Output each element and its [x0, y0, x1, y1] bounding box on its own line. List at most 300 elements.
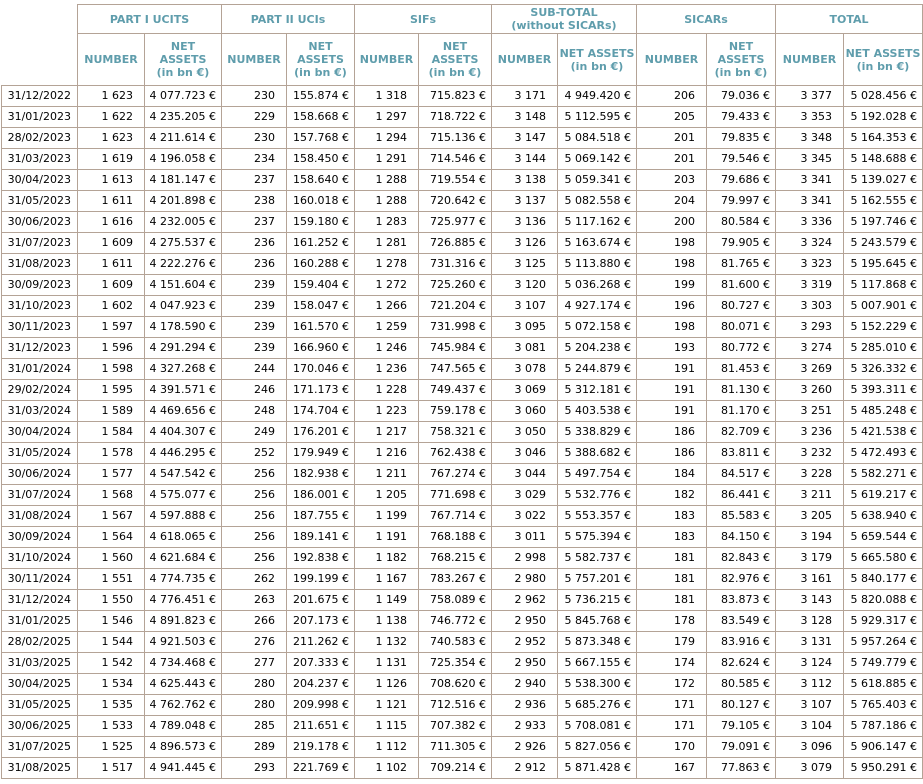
part2-ucis-number-cell: 236 — [222, 254, 287, 275]
sicars-net-assets-cell: 81.600 € — [707, 275, 776, 296]
sicars-number-cell: 201 — [637, 149, 707, 170]
subtotal-number-cell: 2 936 — [492, 695, 558, 716]
table-row — [2, 380, 923, 401]
part1-ucits-number-cell: 1 609 — [78, 233, 145, 254]
date-cell: 30/09/2023 — [2, 275, 78, 296]
sifs-number-cell: 1 236 — [355, 359, 419, 380]
net-assets-label: NET ASSETS — [559, 46, 635, 60]
part1-ucits-net-assets-cell: 4 774.735 € — [145, 569, 222, 590]
sifs-net-assets-cell: 707.382 € — [419, 716, 492, 737]
sifs-net-assets-cell: 768.215 € — [419, 548, 492, 569]
sifs-net-assets-cell: 759.178 € — [419, 401, 492, 422]
table-body — [2, 86, 923, 779]
sicars-net-assets-cell: 86.441 € — [707, 485, 776, 506]
part1-ucits-net-assets-cell: 4 734.468 € — [145, 653, 222, 674]
date-cell: 30/04/2024 — [2, 422, 78, 443]
sifs-number-cell: 1 259 — [355, 317, 419, 338]
part2-ucis-net-assets-cell: 179.949 € — [287, 443, 355, 464]
date-cell: 31/08/2025 — [2, 758, 78, 779]
total-net-assets-cell: 5 152.229 € — [844, 317, 923, 338]
sicars-net-assets-cell: 81.453 € — [707, 359, 776, 380]
sicars-number-cell: 201 — [637, 128, 707, 149]
part1-ucits-number-cell: 1 546 — [78, 611, 145, 632]
part2-ucis-net-assets-cell: 166.960 € — [287, 338, 355, 359]
sicars-net-assets-cell: 80.772 € — [707, 338, 776, 359]
part1-ucits-net-assets-cell: 4 151.604 € — [145, 275, 222, 296]
subtotal-net-assets-cell: 5 036.268 € — [558, 275, 637, 296]
sifs-net-assets-cell: 768.188 € — [419, 527, 492, 548]
sifs-number-cell: 1 115 — [355, 716, 419, 737]
part1-ucits-number-cell: 1 517 — [78, 758, 145, 779]
sifs-number-cell: 1 278 — [355, 254, 419, 275]
total-net-assets-cell: 5 950.291 € — [844, 758, 923, 779]
subtotal-net-assets-cell: 5 736.215 € — [558, 590, 637, 611]
header-part2-ucis — [222, 5, 355, 34]
header-sicars-number — [637, 34, 707, 86]
table-row — [2, 107, 923, 128]
part1-ucits-net-assets-cell: 4 625.443 € — [145, 674, 222, 695]
sifs-net-assets-cell: 758.321 € — [419, 422, 492, 443]
total-net-assets-cell: 5 472.493 € — [844, 443, 923, 464]
table-row — [2, 653, 923, 674]
subtotal-net-assets-cell: 5 873.348 € — [558, 632, 637, 653]
part1-ucits-net-assets-cell: 4 891.823 € — [145, 611, 222, 632]
table-row — [2, 170, 923, 191]
part1-ucits-number-cell: 1 595 — [78, 380, 145, 401]
part2-ucis-number-cell: 237 — [222, 212, 287, 233]
table-row — [2, 548, 923, 569]
total-net-assets-cell: 5 840.177 € — [844, 569, 923, 590]
part1-ucits-net-assets-cell: 4 469.656 € — [145, 401, 222, 422]
sicars-number-cell: 184 — [637, 464, 707, 485]
header-total-number — [776, 34, 844, 86]
total-net-assets-cell: 5 195.645 € — [844, 254, 923, 275]
part2-ucis-number-cell: 285 — [222, 716, 287, 737]
subtotal-number-cell: 3 136 — [492, 212, 558, 233]
subtotal-number-cell: 3 044 — [492, 464, 558, 485]
subtotal-number-cell: 3 095 — [492, 317, 558, 338]
part2-ucis-number-cell: 237 — [222, 170, 287, 191]
sicars-number-cell: 204 — [637, 191, 707, 212]
table-row — [2, 212, 923, 233]
total-net-assets-cell: 5 618.885 € — [844, 674, 923, 695]
date-cell: 31/12/2022 — [2, 86, 78, 107]
sicars-number-cell: 183 — [637, 527, 707, 548]
header-subtotal-label: SUB-TOTAL — [530, 6, 598, 19]
part1-ucits-number-cell: 1 535 — [78, 695, 145, 716]
total-net-assets-cell: 5 957.264 € — [844, 632, 923, 653]
subtotal-number-cell: 2 980 — [492, 569, 558, 590]
sifs-net-assets-cell: 746.772 € — [419, 611, 492, 632]
part1-ucits-number-cell: 1 596 — [78, 338, 145, 359]
subtotal-number-cell: 3 050 — [492, 422, 558, 443]
net-assets-unit-label: (in bn €) — [294, 66, 347, 79]
table-row — [2, 422, 923, 443]
sicars-net-assets-cell: 83.549 € — [707, 611, 776, 632]
sifs-net-assets-cell: 726.885 € — [419, 233, 492, 254]
total-net-assets-cell: 5 820.088 € — [844, 590, 923, 611]
total-net-assets-cell: 5 906.147 € — [844, 737, 923, 758]
sicars-net-assets-cell: 83.873 € — [707, 590, 776, 611]
part1-ucits-number-cell: 1 577 — [78, 464, 145, 485]
net-assets-unit-label: (in bn €) — [714, 66, 768, 79]
sifs-number-cell: 1 283 — [355, 212, 419, 233]
subtotal-net-assets-cell: 5 113.880 € — [558, 254, 637, 275]
sicars-net-assets-cell: 82.709 € — [707, 422, 776, 443]
part2-ucis-number-cell: 236 — [222, 233, 287, 254]
header-sifs-number — [355, 34, 419, 86]
sicars-number-cell: 181 — [637, 548, 707, 569]
part2-ucis-number-cell: 277 — [222, 653, 287, 674]
sifs-net-assets-cell: 740.583 € — [419, 632, 492, 653]
subtotal-net-assets-cell: 5 708.081 € — [558, 716, 637, 737]
sifs-net-assets-cell: 711.305 € — [419, 737, 492, 758]
part2-ucis-net-assets-cell: 207.173 € — [287, 611, 355, 632]
total-net-assets-cell: 5 139.027 € — [844, 170, 923, 191]
total-net-assets-cell: 5 148.688 € — [844, 149, 923, 170]
table-row — [2, 86, 923, 107]
sifs-number-cell: 1 112 — [355, 737, 419, 758]
part1-ucits-net-assets-cell: 4 391.571 € — [145, 380, 222, 401]
date-cell: 31/03/2023 — [2, 149, 78, 170]
subtotal-net-assets-cell: 4 949.420 € — [558, 86, 637, 107]
part1-ucits-net-assets-cell: 4 201.898 € — [145, 191, 222, 212]
total-number-cell: 3 107 — [776, 695, 844, 716]
table-row — [2, 464, 923, 485]
sicars-net-assets-cell: 85.583 € — [707, 506, 776, 527]
subtotal-net-assets-cell: 5 388.682 € — [558, 443, 637, 464]
total-number-cell: 3 194 — [776, 527, 844, 548]
part2-ucis-number-cell: 248 — [222, 401, 287, 422]
sifs-net-assets-cell: 758.089 € — [419, 590, 492, 611]
subtotal-net-assets-cell: 5 244.879 € — [558, 359, 637, 380]
total-net-assets-cell: 5 749.779 € — [844, 653, 923, 674]
header-part1-ucits — [78, 5, 222, 34]
sicars-net-assets-cell: 79.686 € — [707, 170, 776, 191]
sifs-net-assets-cell: 745.984 € — [419, 338, 492, 359]
sicars-net-assets-cell: 79.091 € — [707, 737, 776, 758]
total-net-assets-cell: 5 162.555 € — [844, 191, 923, 212]
part1-ucits-number-cell: 1 550 — [78, 590, 145, 611]
part2-ucis-number-cell: 230 — [222, 128, 287, 149]
sicars-net-assets-cell: 82.976 € — [707, 569, 776, 590]
sicars-number-cell: 199 — [637, 275, 707, 296]
sifs-number-cell: 1 121 — [355, 695, 419, 716]
sifs-net-assets-cell: 731.316 € — [419, 254, 492, 275]
part2-ucis-net-assets-cell: 209.998 € — [287, 695, 355, 716]
part2-ucis-number-cell: 239 — [222, 296, 287, 317]
total-number-cell: 3 336 — [776, 212, 844, 233]
header-subtotal-label2: (without SICARs) — [511, 19, 617, 32]
subtotal-net-assets-cell: 5 163.674 € — [558, 233, 637, 254]
header-sicars-net-assets — [707, 34, 776, 86]
part1-ucits-number-cell: 1 619 — [78, 149, 145, 170]
part1-ucits-number-cell: 1 551 — [78, 569, 145, 590]
sicars-number-cell: 171 — [637, 716, 707, 737]
total-number-cell: 3 293 — [776, 317, 844, 338]
part2-ucis-number-cell: 230 — [222, 86, 287, 107]
subtotal-number-cell: 2 950 — [492, 653, 558, 674]
part2-ucis-number-cell: 234 — [222, 149, 287, 170]
header-total-label: TOTAL — [829, 12, 869, 26]
subtotal-number-cell: 3 137 — [492, 191, 558, 212]
sicars-number-cell: 167 — [637, 758, 707, 779]
subtotal-number-cell: 2 933 — [492, 716, 558, 737]
sicars-number-cell: 198 — [637, 233, 707, 254]
part1-ucits-number-cell: 1 567 — [78, 506, 145, 527]
sicars-net-assets-cell: 79.036 € — [707, 86, 776, 107]
sicars-net-assets-cell: 83.811 € — [707, 443, 776, 464]
table-row — [2, 590, 923, 611]
total-net-assets-cell: 5 659.544 € — [844, 527, 923, 548]
subtotal-number-cell: 3 078 — [492, 359, 558, 380]
sicars-net-assets-cell: 79.546 € — [707, 149, 776, 170]
total-number-cell: 3 232 — [776, 443, 844, 464]
subtotal-net-assets-cell: 5 497.754 € — [558, 464, 637, 485]
part2-ucis-net-assets-cell: 170.046 € — [287, 359, 355, 380]
subtotal-net-assets-cell: 5 685.276 € — [558, 695, 637, 716]
subtotal-number-cell: 3 120 — [492, 275, 558, 296]
part1-ucits-number-cell: 1 560 — [78, 548, 145, 569]
sicars-number-cell: 178 — [637, 611, 707, 632]
date-cell: 31/01/2025 — [2, 611, 78, 632]
part2-ucis-net-assets-cell: 158.640 € — [287, 170, 355, 191]
sifs-number-cell: 1 281 — [355, 233, 419, 254]
sicars-number-cell: 170 — [637, 737, 707, 758]
date-cell: 30/11/2023 — [2, 317, 78, 338]
part1-ucits-net-assets-cell: 4 776.451 € — [145, 590, 222, 611]
subtotal-net-assets-cell: 5 312.181 € — [558, 380, 637, 401]
header-part2-net-assets — [287, 34, 355, 86]
total-net-assets-cell: 5 285.010 € — [844, 338, 923, 359]
part1-ucits-number-cell: 1 611 — [78, 191, 145, 212]
table-row — [2, 401, 923, 422]
total-net-assets-cell: 5 117.868 € — [844, 275, 923, 296]
part2-ucis-net-assets-cell: 192.838 € — [287, 548, 355, 569]
subtotal-net-assets-cell: 5 338.829 € — [558, 422, 637, 443]
sicars-net-assets-cell: 82.624 € — [707, 653, 776, 674]
part2-ucis-net-assets-cell: 186.001 € — [287, 485, 355, 506]
subtotal-number-cell: 3 022 — [492, 506, 558, 527]
total-net-assets-cell: 5 619.217 € — [844, 485, 923, 506]
sifs-number-cell: 1 205 — [355, 485, 419, 506]
total-number-cell: 3 104 — [776, 716, 844, 737]
total-net-assets-cell: 5 787.186 € — [844, 716, 923, 737]
header-sub-row — [2, 34, 923, 86]
part2-ucis-net-assets-cell: 159.404 € — [287, 275, 355, 296]
subtotal-net-assets-cell: 5 059.341 € — [558, 170, 637, 191]
total-number-cell: 3 161 — [776, 569, 844, 590]
number-label: NUMBER — [227, 53, 281, 66]
subtotal-number-cell: 3 125 — [492, 254, 558, 275]
part1-ucits-number-cell: 1 609 — [78, 275, 145, 296]
date-cell: 31/12/2023 — [2, 338, 78, 359]
sicars-number-cell: 203 — [637, 170, 707, 191]
part1-ucits-number-cell: 1 568 — [78, 485, 145, 506]
sifs-net-assets-cell: 718.722 € — [419, 107, 492, 128]
part1-ucits-net-assets-cell: 4 232.005 € — [145, 212, 222, 233]
part1-ucits-number-cell: 1 613 — [78, 170, 145, 191]
total-number-cell: 3 128 — [776, 611, 844, 632]
date-cell: 30/04/2023 — [2, 170, 78, 191]
sicars-net-assets-cell: 77.863 € — [707, 758, 776, 779]
total-number-cell: 3 260 — [776, 380, 844, 401]
subtotal-net-assets-cell: 5 084.518 € — [558, 128, 637, 149]
total-net-assets-cell: 5 192.028 € — [844, 107, 923, 128]
part2-ucis-net-assets-cell: 159.180 € — [287, 212, 355, 233]
sicars-number-cell: 205 — [637, 107, 707, 128]
subtotal-number-cell: 3 011 — [492, 527, 558, 548]
sifs-number-cell: 1 102 — [355, 758, 419, 779]
part1-ucits-number-cell: 1 525 — [78, 737, 145, 758]
subtotal-net-assets-cell: 5 582.737 € — [558, 548, 637, 569]
sifs-net-assets-cell: 767.714 € — [419, 506, 492, 527]
sifs-net-assets-cell: 767.274 € — [419, 464, 492, 485]
sifs-number-cell: 1 266 — [355, 296, 419, 317]
part2-ucis-net-assets-cell: 221.769 € — [287, 758, 355, 779]
part1-ucits-number-cell: 1 542 — [78, 653, 145, 674]
total-number-cell: 3 319 — [776, 275, 844, 296]
subtotal-net-assets-cell: 5 532.776 € — [558, 485, 637, 506]
table-row — [2, 254, 923, 275]
subtotal-number-cell: 3 046 — [492, 443, 558, 464]
part1-ucits-net-assets-cell: 4 941.445 € — [145, 758, 222, 779]
part2-ucis-number-cell: 280 — [222, 695, 287, 716]
part2-ucis-number-cell: 289 — [222, 737, 287, 758]
total-number-cell: 3 236 — [776, 422, 844, 443]
date-cell: 28/02/2023 — [2, 128, 78, 149]
sicars-net-assets-cell: 81.170 € — [707, 401, 776, 422]
part2-ucis-net-assets-cell: 174.704 € — [287, 401, 355, 422]
subtotal-net-assets-cell: 5 204.238 € — [558, 338, 637, 359]
sifs-number-cell: 1 246 — [355, 338, 419, 359]
sifs-net-assets-cell: 721.204 € — [419, 296, 492, 317]
total-net-assets-cell: 5 393.311 € — [844, 380, 923, 401]
header-subtotal-net-assets — [558, 34, 637, 86]
table-row — [2, 695, 923, 716]
part1-ucits-number-cell: 1 597 — [78, 317, 145, 338]
part1-ucits-net-assets-cell: 4 291.294 € — [145, 338, 222, 359]
sicars-number-cell: 198 — [637, 317, 707, 338]
total-number-cell: 3 179 — [776, 548, 844, 569]
header-sifs-net-assets — [419, 34, 492, 86]
sifs-number-cell: 1 149 — [355, 590, 419, 611]
part2-ucis-net-assets-cell: 161.570 € — [287, 317, 355, 338]
sifs-number-cell: 1 167 — [355, 569, 419, 590]
number-label: NUMBER — [84, 53, 138, 66]
header-part1-ucits-label: PART I UCITS — [109, 12, 190, 26]
table-row — [2, 338, 923, 359]
part2-ucis-net-assets-cell: 219.178 € — [287, 737, 355, 758]
sicars-net-assets-cell: 79.433 € — [707, 107, 776, 128]
sicars-net-assets-cell: 81.130 € — [707, 380, 776, 401]
date-cell: 31/05/2024 — [2, 443, 78, 464]
subtotal-net-assets-cell: 4 927.174 € — [558, 296, 637, 317]
sifs-number-cell: 1 199 — [355, 506, 419, 527]
sifs-number-cell: 1 182 — [355, 548, 419, 569]
sicars-net-assets-cell: 84.517 € — [707, 464, 776, 485]
header-part1-net-assets — [145, 34, 222, 86]
part2-ucis-number-cell: 239 — [222, 338, 287, 359]
sicars-number-cell: 191 — [637, 401, 707, 422]
sicars-number-cell: 196 — [637, 296, 707, 317]
header-sicars — [637, 5, 776, 34]
part2-ucis-net-assets-cell: 207.333 € — [287, 653, 355, 674]
sifs-number-cell: 1 138 — [355, 611, 419, 632]
table-row — [2, 275, 923, 296]
sicars-number-cell: 183 — [637, 506, 707, 527]
sifs-net-assets-cell: 719.554 € — [419, 170, 492, 191]
table-row — [2, 611, 923, 632]
part1-ucits-number-cell: 1 578 — [78, 443, 145, 464]
table-row — [2, 191, 923, 212]
sifs-number-cell: 1 297 — [355, 107, 419, 128]
date-cell: 31/07/2024 — [2, 485, 78, 506]
sicars-net-assets-cell: 83.916 € — [707, 632, 776, 653]
header-total-net-assets — [844, 34, 923, 86]
table-row — [2, 359, 923, 380]
total-number-cell: 3 096 — [776, 737, 844, 758]
part1-ucits-number-cell: 1 616 — [78, 212, 145, 233]
date-cell: 31/08/2023 — [2, 254, 78, 275]
part1-ucits-number-cell: 1 544 — [78, 632, 145, 653]
total-number-cell: 3 274 — [776, 338, 844, 359]
part2-ucis-net-assets-cell: 182.938 € — [287, 464, 355, 485]
date-cell: 31/05/2023 — [2, 191, 78, 212]
date-cell: 31/05/2025 — [2, 695, 78, 716]
subtotal-number-cell: 2 940 — [492, 674, 558, 695]
date-cell: 31/01/2023 — [2, 107, 78, 128]
sicars-number-cell: 181 — [637, 569, 707, 590]
sicars-number-cell: 193 — [637, 338, 707, 359]
part2-ucis-number-cell: 263 — [222, 590, 287, 611]
part1-ucits-net-assets-cell: 4 896.573 € — [145, 737, 222, 758]
date-cell: 30/04/2025 — [2, 674, 78, 695]
total-net-assets-cell: 5 582.271 € — [844, 464, 923, 485]
sicars-number-cell: 198 — [637, 254, 707, 275]
part1-ucits-number-cell: 1 598 — [78, 359, 145, 380]
total-number-cell: 3 131 — [776, 632, 844, 653]
number-label: NUMBER — [359, 53, 414, 66]
date-cell: 31/03/2025 — [2, 653, 78, 674]
header-sifs — [355, 5, 492, 34]
subtotal-net-assets-cell: 5 871.428 € — [558, 758, 637, 779]
date-cell: 30/06/2025 — [2, 716, 78, 737]
subtotal-number-cell: 2 952 — [492, 632, 558, 653]
total-net-assets-cell: 5 665.580 € — [844, 548, 923, 569]
subtotal-net-assets-cell: 5 117.162 € — [558, 212, 637, 233]
part1-ucits-net-assets-cell: 4 618.065 € — [145, 527, 222, 548]
sifs-number-cell: 1 288 — [355, 170, 419, 191]
part2-ucis-number-cell: 256 — [222, 464, 287, 485]
sifs-number-cell: 1 318 — [355, 86, 419, 107]
sicars-number-cell: 179 — [637, 632, 707, 653]
part2-ucis-net-assets-cell: 211.651 € — [287, 716, 355, 737]
subtotal-number-cell: 3 060 — [492, 401, 558, 422]
date-cell: 30/09/2024 — [2, 527, 78, 548]
total-net-assets-cell: 5 028.456 € — [844, 86, 923, 107]
sifs-net-assets-cell: 715.823 € — [419, 86, 492, 107]
sifs-net-assets-cell: 709.214 € — [419, 758, 492, 779]
subtotal-number-cell: 2 912 — [492, 758, 558, 779]
part1-ucits-net-assets-cell: 4 762.762 € — [145, 695, 222, 716]
part2-ucis-number-cell: 256 — [222, 527, 287, 548]
date-cell: 31/01/2024 — [2, 359, 78, 380]
header-subtotal-number — [492, 34, 558, 86]
part1-ucits-net-assets-cell: 4 921.503 € — [145, 632, 222, 653]
sicars-net-assets-cell: 80.127 € — [707, 695, 776, 716]
subtotal-net-assets-cell: 5 072.158 € — [558, 317, 637, 338]
